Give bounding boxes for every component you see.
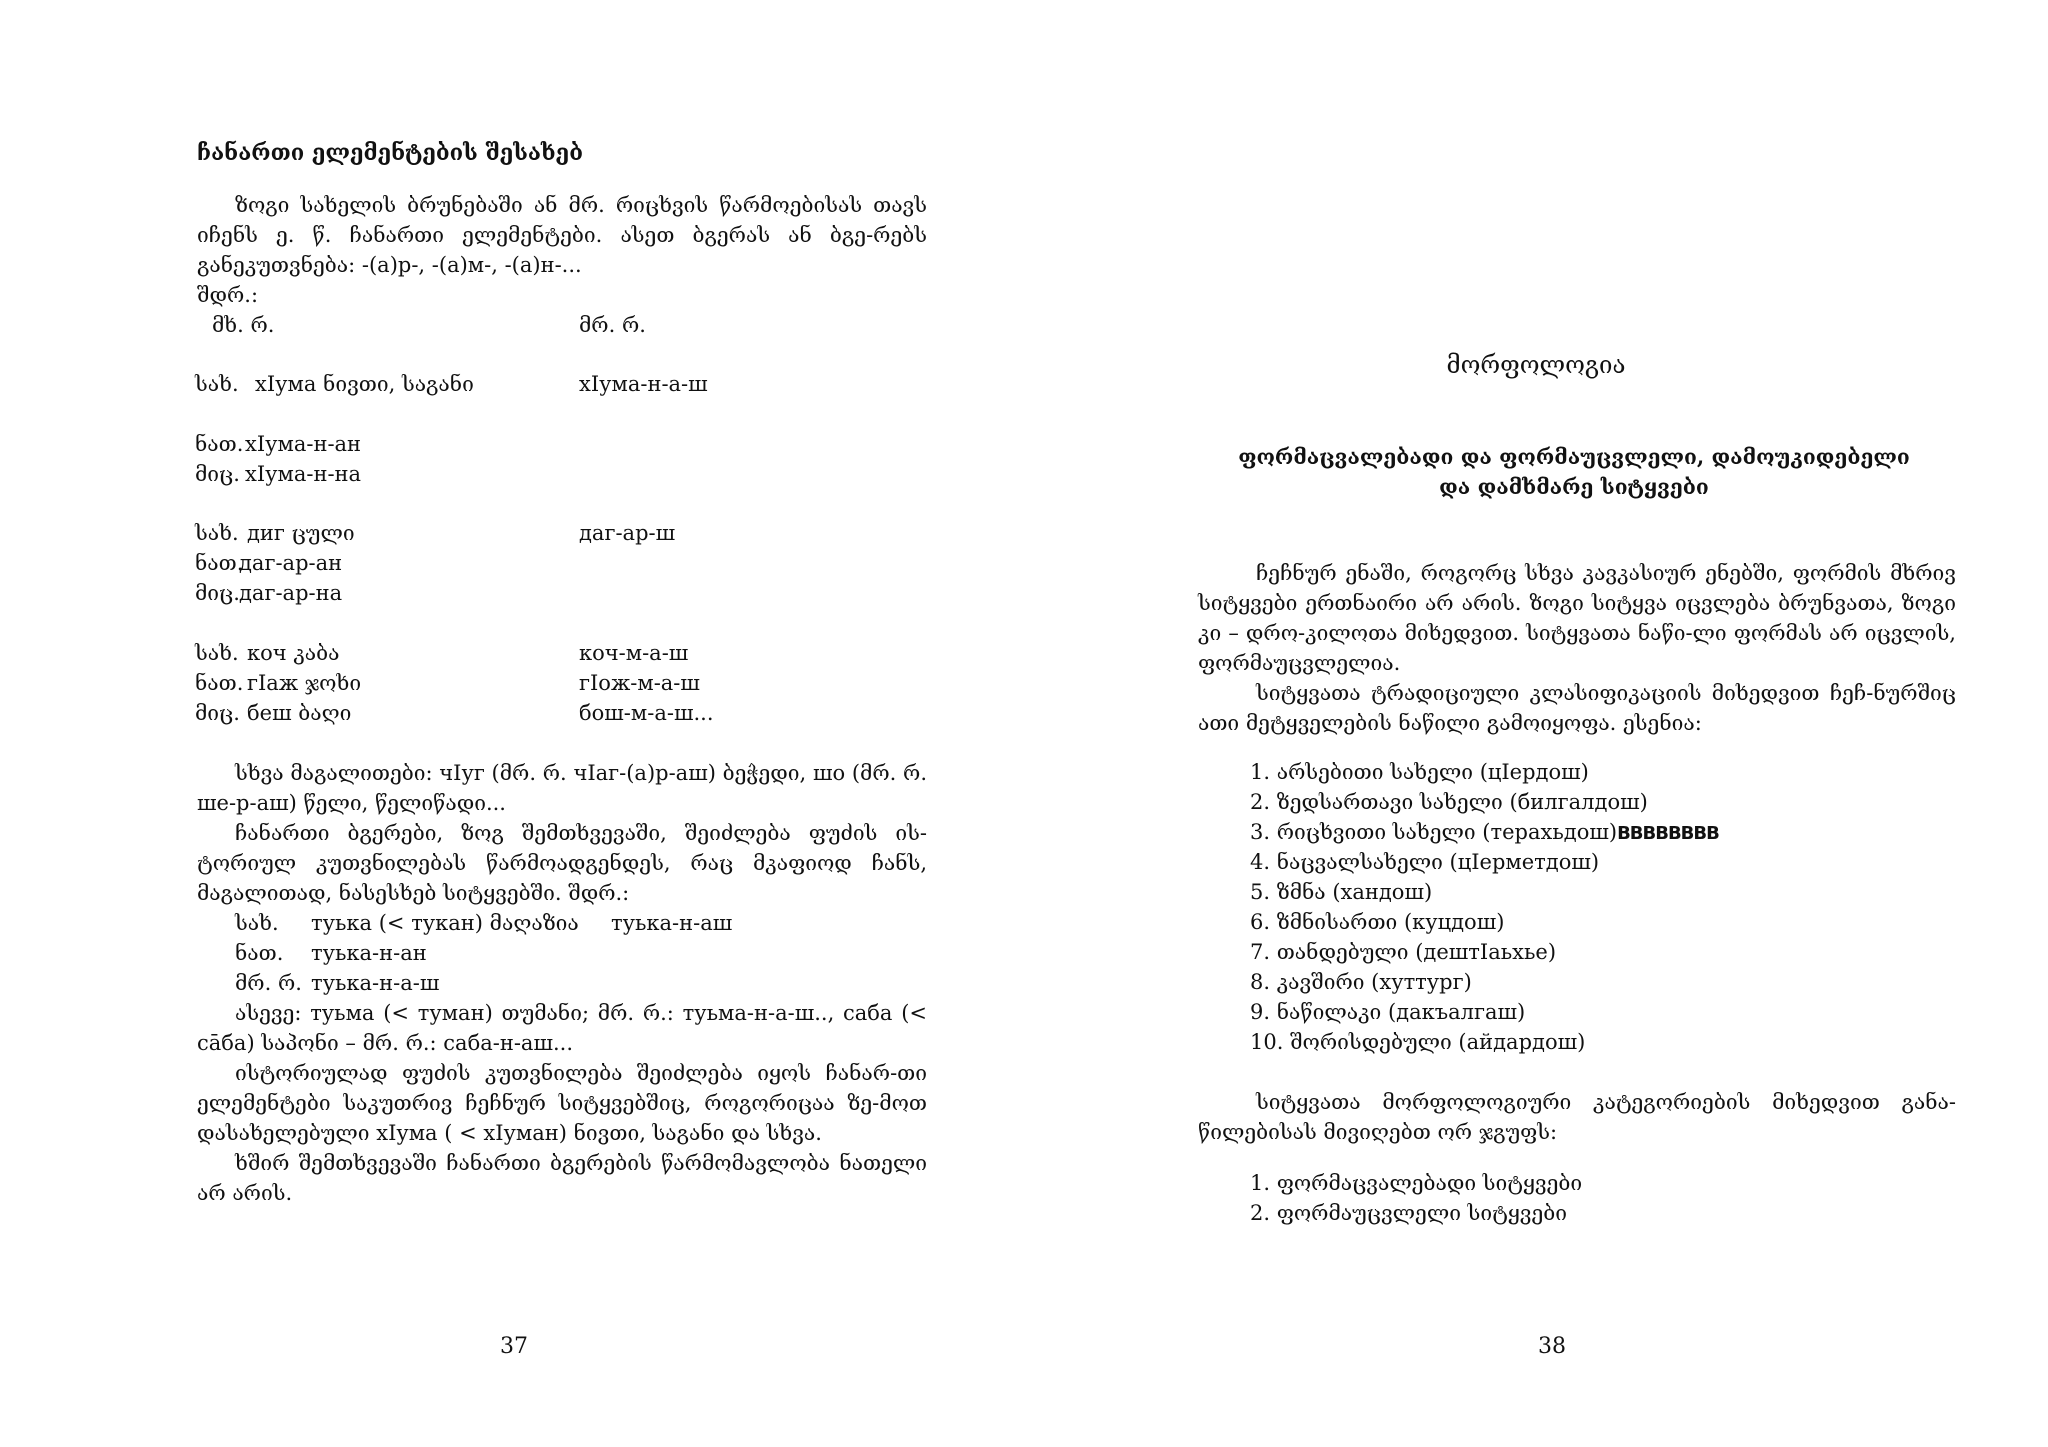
- glitch-text: BBBBBBBB: [1617, 823, 1719, 844]
- table-row: [235, 908, 835, 938]
- chechen-text: ისტორიულად ფუძის კუთვნილება შეიძლება იყოს ჩანარ-თი ელემენტები საკუთრივ ჩეჩნურ სიტყვებშიც, როგორიცაა ზე-მოთ დასახელებული хIума ( < хIуман) ნივთი, საგანი და სხვა.: [197, 1061, 927, 1145]
- page-number: 38: [1538, 1334, 1566, 1359]
- case-label: სახ.: [195, 372, 239, 396]
- plural-form: хIума-н-а-ш: [579, 372, 708, 396]
- word: гIаж ჯოხი: [247, 671, 362, 695]
- list-item-text: 3. რიცხვითი სახელი (терахьдош): [1250, 820, 1618, 844]
- table-row: [195, 459, 795, 489]
- list-item: 2. ზედსართავი სახელი (билгалдош): [1250, 790, 1648, 814]
- list-item: 2. ფორმაუცვლელი სიტყვები: [1250, 1201, 1567, 1225]
- word: хIума ნივთი, საგანი: [255, 372, 474, 396]
- chapter-heading: მორფოლოგია: [1446, 351, 1626, 379]
- examples-text: სხვა მაგალითები: чIуг (მრ. რ. чIаг-(а)р-аш) ბეჭედი, шо (მრ. რ. ше-р-аш) წელი, წელიწადი...: [197, 761, 927, 815]
- list-item: [1250, 817, 1719, 849]
- word: хIума-н-на: [245, 462, 362, 486]
- page-number: 37: [500, 1334, 528, 1359]
- list-item: 8. კავშირი (хуттург): [1250, 970, 1472, 994]
- list-item: 1. ფორმაცვალებადი სიტყვები: [1250, 1171, 1583, 1195]
- table-row: [235, 968, 835, 998]
- groups-text: სიტყვათა მორფოლოგიური კატეგორიების მიხედვით განა-წილებისას მივიღებთ ორ ჯგუფს:: [1198, 1090, 1956, 1144]
- plural-form: гIож-м-а-ш: [579, 671, 700, 695]
- list-item: 10. შორისდებული (айдардош): [1250, 1030, 1586, 1054]
- case-label: სახ.: [235, 911, 279, 935]
- word: коч კაბა: [247, 641, 340, 665]
- word: туька (< тукан) მაღაზია: [311, 911, 579, 935]
- section-subheading-line2: და დამხმარე სიტყვები: [1439, 474, 1709, 499]
- plural-form: бош-м-а-ш...: [579, 701, 714, 725]
- table-row: [235, 938, 835, 968]
- plural-form: туька-н-аш: [611, 911, 733, 935]
- table-row: [195, 369, 795, 399]
- conclusion-text: ხშირ შემთხვევაში ჩანართი ბგერების წარმომავლობა ნათელი არ არის.: [197, 1151, 927, 1205]
- section-subheading-line1: ფორმაცვალებადი და ფორმაუცვლელი, დამოუკიდებელი: [1238, 444, 1910, 469]
- case-label: ნათ.: [195, 671, 244, 695]
- compare-label: შდრ.:: [197, 283, 259, 307]
- examples-paragraph: [197, 758, 927, 908]
- case-label: მრ. რ.: [235, 971, 302, 995]
- case-label: სახ.: [195, 521, 239, 545]
- list-item: 6. ზმნისართი (куцдош): [1250, 910, 1505, 934]
- list-item: 4. ნაცვალსახელი (цIерметдош): [1250, 850, 1600, 874]
- list-item: 7. თანდებული (дештIаьхье): [1250, 940, 1557, 964]
- word: даг-ар-ан: [239, 551, 343, 575]
- case-label: სახ.: [195, 641, 239, 665]
- table-row: [195, 578, 795, 608]
- table-row: [195, 548, 795, 578]
- intro-paragraph: [197, 190, 927, 310]
- case-label: ნათ.: [235, 941, 284, 965]
- plural-form: коч-м-а-ш: [579, 641, 689, 665]
- table-row: [195, 638, 795, 668]
- case-label: მიც.: [195, 462, 240, 486]
- page-38: [1024, 0, 2048, 1447]
- word: хIума-н-ан: [245, 432, 362, 456]
- plural-form: даг-ар-ш: [579, 521, 676, 545]
- case-label: ნათ.: [195, 551, 244, 575]
- classification-text: სიტყვათა ტრადიციული კლასიფიკაციის მიხედვით ჩეჩ-ნურშიც ათი მეტყველების ნაწილი გამოიყოფა. ესენია:: [1198, 681, 1956, 735]
- intro-text: ჩეჩნურ ენაში, როგორც სხვა კავკასიურ ენებში, ფორმის მხრივ სიტყვები ერთნაირი არ არის. ზოგი სიტყვა იცვლება ბრუნვათა, ზოგი კი – დრო-კილოთა მიხედვით. სიტყვათა ნაწი-ლი ფორმას არ იცვლის, ფორმაუცვლელია.: [1198, 561, 1956, 675]
- word: туька-н-а-ш: [311, 971, 440, 995]
- list-item: 5. ზმნა (хандош): [1250, 880, 1433, 904]
- list-item: 1. არსებითი სახელი (цIердош): [1250, 760, 1589, 784]
- table-row: [195, 429, 795, 459]
- case-label: მიც.: [195, 701, 240, 725]
- plural-header: მრ. რ.: [579, 313, 646, 337]
- groups-paragraph: [1198, 1087, 1956, 1147]
- intro-paragraph: [1198, 558, 1956, 738]
- also-paragraph: [197, 998, 927, 1208]
- word: беш ბაღი: [247, 701, 352, 725]
- case-label: ნათ.: [195, 432, 244, 456]
- word: даг-ар-на: [239, 581, 343, 605]
- table-row: [195, 698, 795, 728]
- case-label: მიც.: [195, 581, 240, 605]
- section-title: ჩანართი ელემენტების შესახებ: [197, 140, 583, 166]
- table-row: [195, 518, 795, 548]
- singular-header: მხ. რ.: [212, 313, 275, 337]
- word: туька-н-ан: [311, 941, 427, 965]
- word: диг ცული: [247, 521, 355, 545]
- intro-text: ზოგი სახელის ბრუნებაში ან მრ. რიცხვის წარმოებისას თავს იჩენს ე. წ. ჩანართი ელემენტები. ასეთ ბგერას ან ბგე-რებს განეკუთვნება: -(а)р-, -(а)м-, -(а)н-...: [197, 193, 927, 277]
- historical-text: ჩანართი ბგერები, ზოგ შემთხვევაში, შეიძლება ფუძის ის-ტორიულ კუთვნილებას წარმოადგენდეს, რაც მკაფიოდ ჩანს, მაგალითად, ნასესხებ სიტყვებში. შდრ.:: [197, 821, 927, 905]
- also-text: ასევე: туьма (< туман) თუმანი; მრ. რ.: туьма-н-а-ш.., саба (< cāба) საპონი – მრ. რ.: саба-н-аш...: [197, 1001, 927, 1055]
- list-item: 9. ნაწილაკი (дакъалгаш): [1250, 1000, 1526, 1024]
- table-row: [195, 668, 795, 698]
